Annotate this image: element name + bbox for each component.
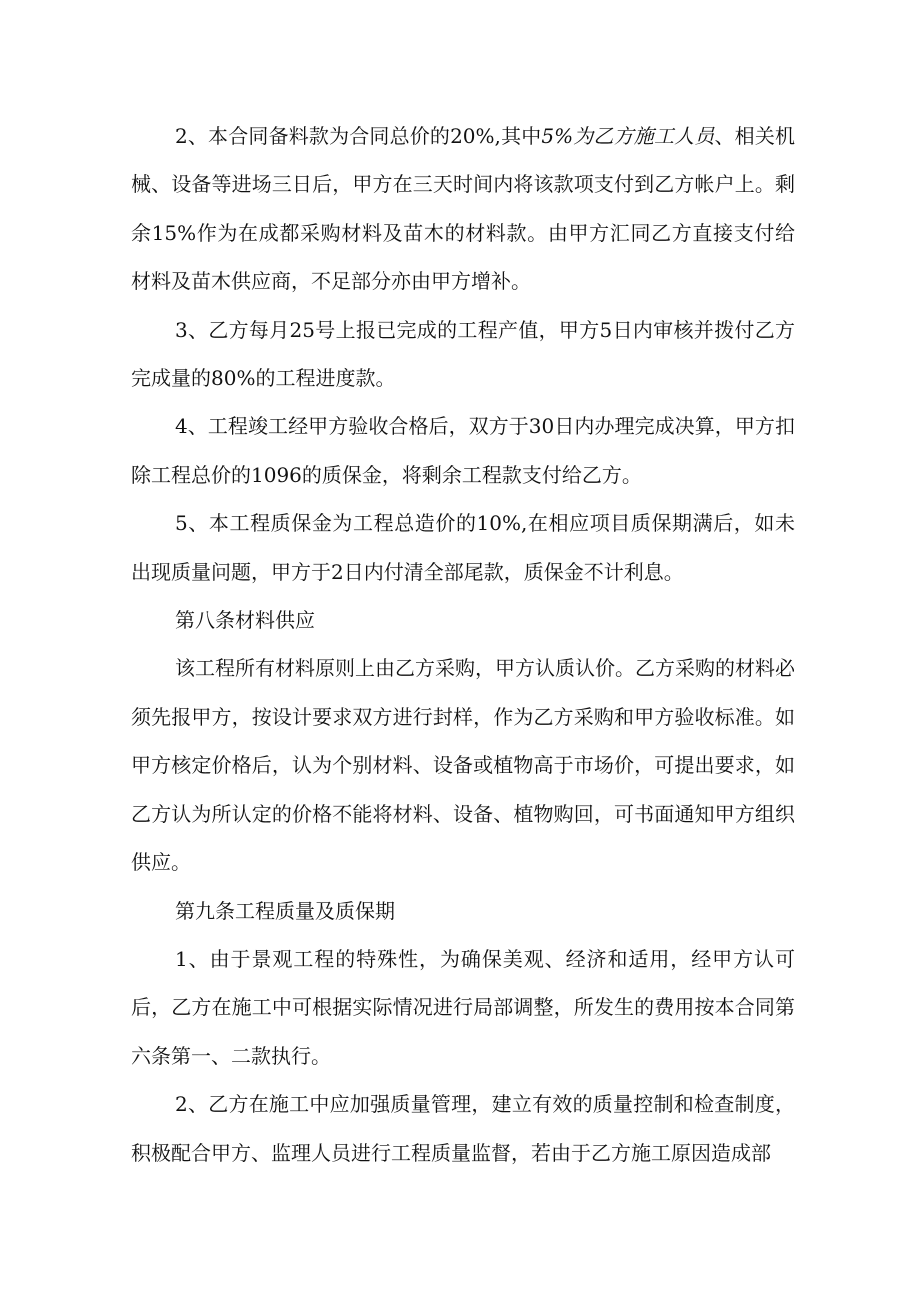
clause-7-item-3: 3、乙方每月25号上报已完成的工程产值，甲方5日内审核并拨付乙方完成量的80%的工程进度款。: [131, 317, 795, 391]
clause-7-item-4: 4、工程竣工经甲方验收合格后，双方于30日内办理完成决算，甲方扣除工程总价的1096的质保金，将剩余工程款支付给乙方。: [131, 414, 795, 487]
section-heading-article-8: 第八条材料供应: [175, 608, 315, 633]
section-heading-article-9: 第九条工程质量及质保期: [175, 898, 395, 923]
clause-7-item-2: [131, 112, 795, 306]
clause-8-paragraph: 该工程所有材料原则上由乙方采购，甲方认质认价。乙方采购的材料必须先报甲方，按设计要求双方进行封样，作为乙方采购和甲方验收标准。如甲方核定价格后，认为个别材料、设备或植物高于市场价，可提出要求，如乙方认为所认定的价格不能将材料、设备、植物购回，可书面通知甲方组织供应。: [131, 656, 795, 875]
clause-7-item-2-text-b: 、相关机械、设备等进场三日后，甲方在三天时间内将该款项支付到乙方帐户上。剩余15%作为在成都采购材料及苗木的材料款。由甲方汇同乙方直接支付给材料及苗木供应商，不足部分亦由甲方增补。: [131, 124, 795, 294]
clause-9-item-2: 2、乙方在施工中应加强质量管理，建立有效的质量控制和检查制度，积极配合甲方、监理人员进行工程质量监督，若由于乙方施工原因造成部: [131, 1092, 795, 1165]
document-body: [131, 112, 795, 1177]
clause-9-item-1: 1、由于景观工程的特殊性，为确保美观、经济和适用，经甲方认可后，乙方在施工中可根据实际情况进行局部调整，所发生的费用按本合同第六条第一、二款执行。: [131, 946, 795, 1068]
clause-7-item-2-italic-text: 5%为乙方施工人员: [541, 124, 715, 148]
clause-7-item-5: 5、本工程质保金为工程总造价的10%,在相应项目质保期满后，如未出现质量问题，甲方于2日内付清全部尾款，质保金不计利息。: [131, 511, 795, 584]
clause-7-item-2-text-a: 2、本合同备料款为合同总价的20%,其中: [175, 124, 542, 148]
